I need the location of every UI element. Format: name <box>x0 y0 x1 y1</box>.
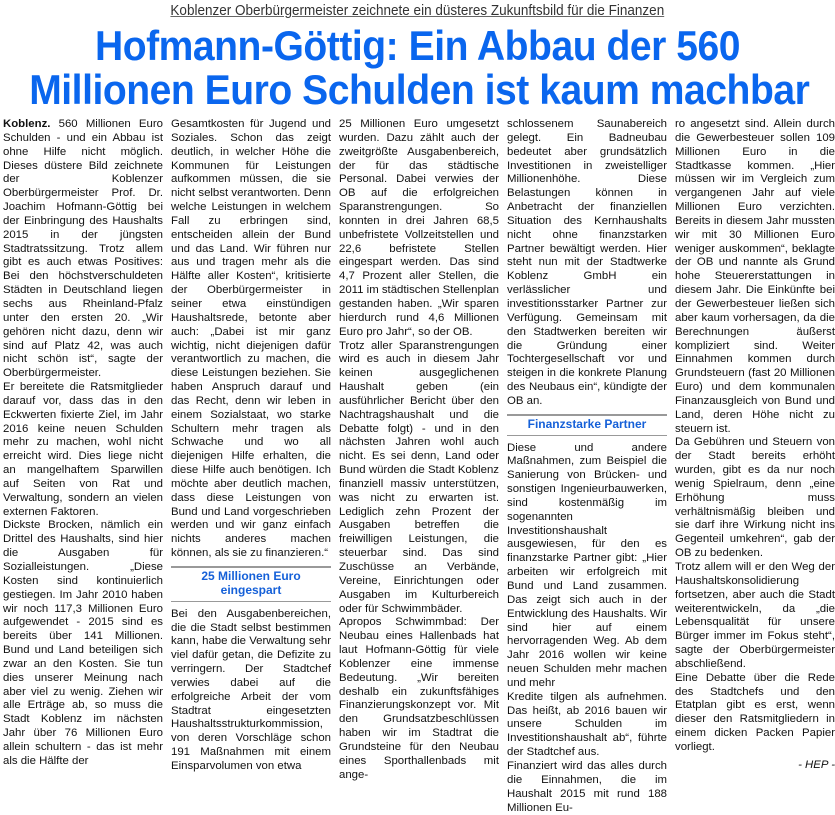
paragraph: Gesamtkosten für Jugend und Soziales. Schon das zeigt deutlich, in welcher Höhe die Kommunen für Leistungen aufkommen müssen, die sie nicht selbst verantworten. Denn welche Leistungen in welchem Fall zu erbringen sind, entscheiden allein der Bund und das Land. Wir führen nur aus und tragen mehr als die Hälfte aller Kosten“, kritisierte der Oberbürgermeister in seiner etwa einstündigen Haushaltsrede, betonte aber auch: „Dabei ist mir ganz wichtig, nicht diejenigen dafür verantwortlich zu machen, die diese Leistungen beziehen. Sie haben Anspruch darauf und das Recht, denn wir leben in einem Sozialstaat, wo starke Schultern mehr tragen als Schwache und wo all diejenigen Hilfe erhalten, die diese Hilfe auch benötigen. Ich möchte aber deutlich machen, dass diese Leistungen von Bund und Land vorgeschrieben werden und wir ganz einfach nichts anderes machen können, als sie zu finanzieren.“ <box>171 118 331 560</box>
column-2 <box>171 118 331 772</box>
paragraph: schlossenem Saunabereich gelegt. Ein Badneubau bedeutet aber grundsätzlich Investitionen in zweistelliger Millionenhöhe. Diese Belastungen können in Anbetracht der finanziellen Situation des Kernhaushalts nicht ohne finanzstarken Partner bewältigt werden. Hier steht nun mit der Stadtwerke Koblenz GmbH ein verlässlicher und investitionsstarker Partner zur Verfügung. Gemeinsam mit den Stadtwerken bereiten wir die Gründung einer Tochtergesellschaft vor und steigen in die konkrete Planung des Neubaus ein“, kündigte der OB an. <box>507 118 667 407</box>
paragraph: Trotz aller Sparanstrengungen wird es auch in diesem Jahr keinen ausgeglichenen Haushalt geben (ein ausführlicher Bericht über den Nachtragshaushalt und die Debatte folgt) - und in den nächsten Jahren wohl auch nicht. Es sei denn, Land oder Bund würden die Stadt Koblenz finanziell massiv unterstützen, was nicht zu erwarten ist. Lediglich zehn Prozent der Ausgaben betreffen die freiwilligen Leistungen, die steuerbar sind. Das sind Zuschüsse an Verbände, Vereine, Einrichtungen oder Ausgaben im Kulturbereich oder für Schwimmbäder. <box>339 339 499 615</box>
column-4 <box>507 118 667 814</box>
column-5 <box>675 118 835 771</box>
paragraph-text: 560 Millionen Euro Schulden - und ein Abbau ist ohne Hilfe nicht möglich. Dieses düstere Bild zeichnete der Koblenzer Oberbürgermeister Prof. Dr. Joachim Hofmann-Göttig bei der Einbringung des Haushalts 2015 in der jüngsten Stadtratssitzung. Trotz allem gibt es auch etwas Positives: Bei den höchstverschuldeten Städten in Deutschland liegen sechs aus Rheinland-Pfalz unter den ersten 20. „Wir gehören nicht dazu, denn wir sind auf Platz 42, was auch nicht schön ist“, sagte der Oberbürgermeister. <box>3 118 163 380</box>
headline-line-2: Millionen Euro Schulden ist kaum machbar <box>29 66 810 113</box>
kicker-text: Koblenzer Oberbürgermeister zeichnete ein düsteres Zukunftsbild für die Finanzen <box>170 2 665 19</box>
kicker <box>0 2 835 22</box>
subheading: Finanzstarke Partner <box>507 414 667 436</box>
paragraph: 25 Millionen Euro umgesetzt wurden. Dazu zählt auch der zweitgrößte Ausgabenbereich, der für das städtische Personal. Dabei verwies der OB auf die erfolgreichen Sparanstrengungen. So konnten in drei Jahren 68,5 unbefristete Vollzeitstellen und 22,6 befristete Stellen eingespart werden. Das sind 4,7 Prozent aller Stellen, die 2011 im städtischen Stellenplan gestanden haben. „Wir sparen hierdurch rund 4,6 Millionen Euro pro Jahr“, so der OB. <box>339 118 499 338</box>
paragraph: Da Gebühren und Steuern von der Stadt bereits erhöht wurden, gibt es da nur noch wenig Spielraum, denn „eine Erhöhung muss verhältnismäßig bleiben und sie darf ihre Wirkung nicht ins Gegenteil umkehren“, gab der OB zu bedenken. <box>675 436 835 560</box>
paragraph: Apropos Schwimmbad: Der Neubau eines Hallenbads hat laut Hofmann-Göttig für viele Koblenzer eine immense Bedeutung. „Wir bereiten deshalb ein zukunftsfähiges Finanzierungskonzept vor. Mit den Grundsatzbeschlüssen haben wir im Stadtrat die Grundsteine für den Neubau eines Sporthallenbads mit ange- <box>339 616 499 781</box>
column-3 <box>339 118 499 781</box>
paragraph: Dickste Brocken, nämlich ein Drittel des Haushalts, sind hier die Ausgaben für Sozialleistungen. „Diese Kosten sind kontinuierlich gestiegen. Im Jahr 2010 haben wir noch 117,3 Millionen Euro aufgewendet - 2015 sind es bereits über 141 Millionen. Bund und Land beteiligen sich zwar an den Kosten. Sie tun dies unserer Meinung nach aber viel zu wenig. Ziehen wir alle Erträge ab, so muss die Stadt Koblenz im nächsten Jahr über 76 Millionen Euro allein schultern - das ist mehr als die Hälfte der <box>3 519 163 767</box>
headline-line-1: Hofmann-Göttig: Ein Abbau der 560 <box>94 22 741 69</box>
paragraph: Eine Debatte über die Rede des Stadtchefs und den Etatplan gibt es erst, wenn dieser den Ratsmitgliedern in einem dicken Packen Papier vorliegt. <box>675 671 835 753</box>
article-body <box>0 118 835 814</box>
paragraph: Kredite tilgen als aufnehmen. Das heißt, ab 2016 bauen wir unsere Schulden im Investitionshaushalt ab“, führte der Stadtchef aus. <box>507 690 667 759</box>
paragraph: Diese und andere Maßnahmen, zum Beispiel die Sanierung von Brücken- und sonstigen Ingenieurbauwerken, sind kostenmäßig im sogenannten Investitionshaushalt ausgewiesen, für den es finanzstarke Partner gibt: „Hier arbeiten wir erfolgreich mit Bund und Land zusammen. Das zeigt sich auch in der Entwicklung des Haushalts. Wir sind hier auf einem hervorragenden Weg. Ab dem Jahr 2016 wollen wir keine neuen Schulden mehr machen und mehr <box>507 441 667 689</box>
paragraph: ro angesetzt sind. Allein durch die Gewerbesteuer sollen 109 Millionen Euro in die Stadtkasse kommen. „Hier müssen wir im Vergleich zum vergangenen Jahr auf viele Millionen Euro verzichten. Bereits in diesem Jahr mussten wir mit 30 Millionen Euro weniger auskommen“, beklagte der OB und nannte als Grund hohe Steuererstattungen in diesem Jahr. Die Einkünfte bei der Gewerbesteuer ließen sich aber kaum vorhersagen, da die Berechnungen äußerst kompliziert sind. Weiter Einnahmen kommen durch Grundsteuern (fast 20 Millionen Euro) und dem kommunalen Finanzausgleich von Bund und Land, deren Höhe nicht zu steuern ist. <box>675 118 835 435</box>
paragraph: Trotz allem will er den Weg der Haushaltskonsolidierung fortsetzen, aber auch die Stadt weiterentwickeln, da „die Lebensqualität für unsere Bürger immer im Fokus steht“, sagte der Oberbürgermeister abschließend. <box>675 561 835 670</box>
paragraph: Bei den Ausgabenbereichen, die die Stadt selbst bestimmen kann, habe die Verwaltung sehr viel dafür getan, die Defizite zu verringern. Der Stadtchef verwies dabei auf die erfolgreiche Arbeit der vom Stadtrat eingesetzten Haushaltsstrukturkommission, von deren Vorschläge schon 191 Maßnahmen mit einem Einsparvolumen von etwa <box>171 607 331 772</box>
paragraph <box>3 118 163 381</box>
dateline: Koblenz. <box>3 118 51 130</box>
headline <box>0 24 835 112</box>
column-1 <box>3 118 163 767</box>
subheading: 25 Millionen Euro eingespart <box>171 566 331 602</box>
author-signature: - HEP - <box>798 758 835 771</box>
paragraph: Finanziert wird das alles durch die Einnahmen, die im Haushalt 2015 mit rund 188 Millionen Eu- <box>507 759 667 814</box>
paragraph: Er bereitete die Ratsmitglieder darauf vor, dass das in den Eckwerten fixierte Ziel, im Jahr 2016 keine neuen Schulden mehr zu machen, wohl nicht erreicht wird. Dies liege nicht an mangelhaftem Sparwillen auf Seiten von Rat und Verwaltung, sondern an vielen externen Faktoren. <box>3 381 163 518</box>
